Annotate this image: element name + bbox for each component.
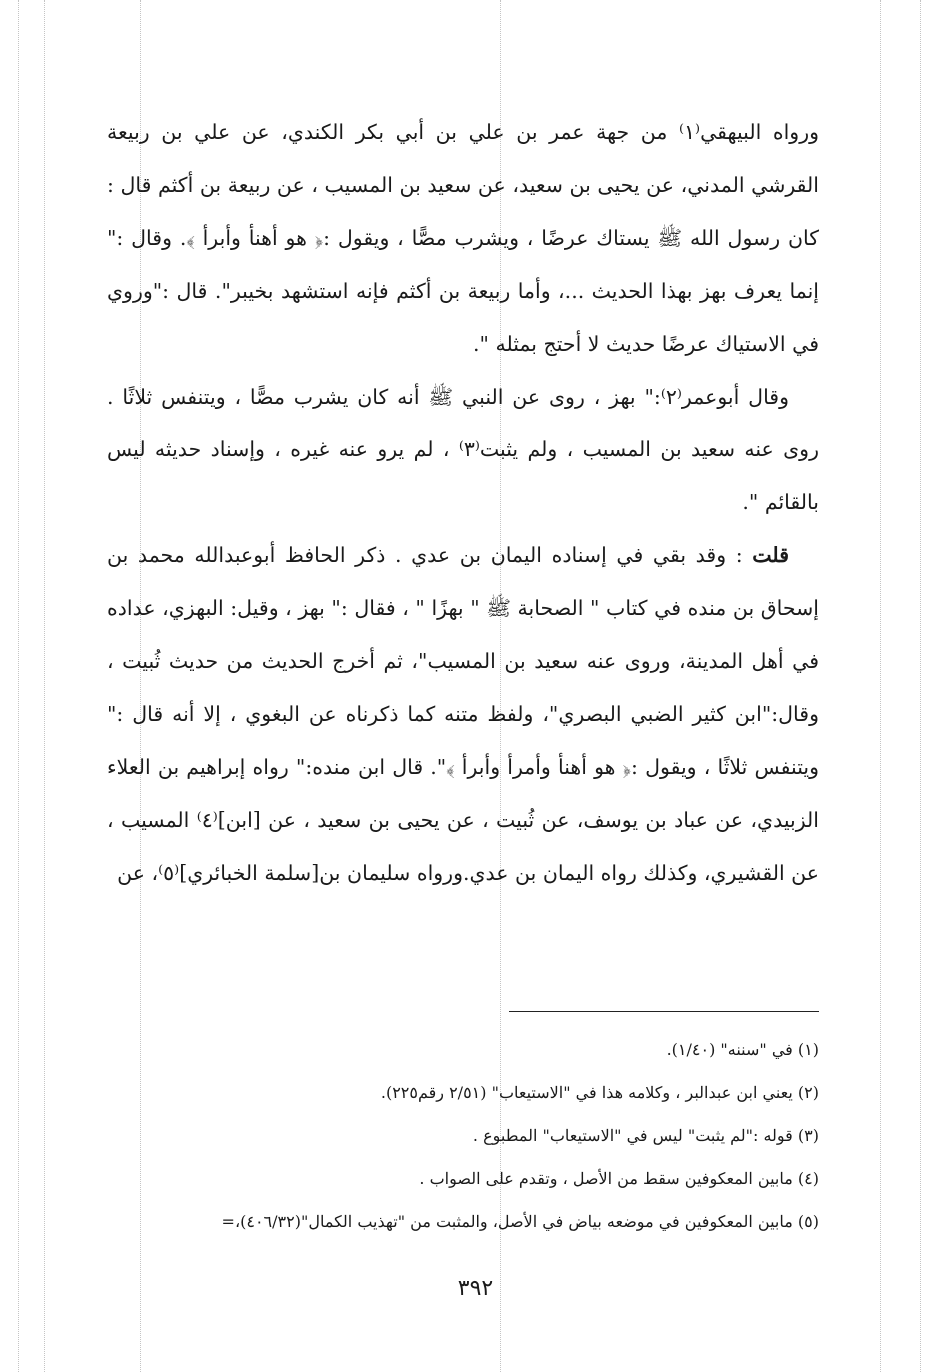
paragraph-3-text: : وقد بقي في إسناده اليمان بن عدي . ذكر الحافظ أبوعبدالله محمد بن إسحاق بن منده في كتاب " الصحابة ﷺ " بهزًا " ، فقال :" بهز ، وقيل: البهزي، عداده في أهل المدينة، وروى عنه سعيد بن المسيب"، ثم أخرج الحديث من حديث ثُبيت ، وقال:"ابن كثير الضبي البصري"، ولفظ متنه كما ذكرناه عن البغوي ، إلا أنه قال :" ويتنفس ثلاثًا ، ويقول :﴿ هو أهنأ وأمرأ وأبرأ ﴾". قال ابن منده:" رواه إبراهيم بن العلاء الزبيدي، عن عباد بن يوسف، عن ثُبيت ، عن يحيى بن سعيد ، عن [ابن]⁽٤⁾ المسيب ، عن القشيري، وكذلك رواه اليمان بن عدي.ورواه سليمان بن[سلمة الخبائري]⁽٥⁾، عن (107, 543, 819, 885)
scan-grid-line (18, 0, 19, 1372)
footnote-2: (٢) يعني ابن عبدالبر ، وكلامه هذا في "الاستيعاب" (٢/٥١ رقم٢٢٥). (380, 1083, 819, 1102)
paragraph-3 (107, 529, 819, 899)
paragraph-1: ورواه البيهقي⁽١⁾ من جهة عمر بن علي بن أبي بكر الكندي، عن علي بن ربيعة القرشي المدني، عن يحيى بن سعيد، عن سعيد بن المسيب ، عن ربيعة بن أكثم قال : كان رسول الله ﷺ يستاك عرضًا ، ويشرب مصًّا ، ويقول :﴿ هو أهنأ وأبرأ ﴾. وقال :" إنما يعرف بهز بهذا الحديث ...، وأما ربيعة بن أكثم فإنه استشهد بخيبر". قال :"وروي في الاستياك عرضًا حديث لا أحتج بمثله ". (107, 120, 819, 356)
footnote-1: (١) في "سننه" (١/٤٠). (666, 1040, 819, 1059)
footnote-5: (٥) مابين المعكوفين في موضعه بياض في الأصل، والمثبت من "تهذيب الكمال"(٤٠٦/٣٢)،= (221, 1212, 819, 1231)
paragraph-2: وقال أبوعمر⁽٢⁾:" بهز ، روى عن النبي ﷺ أنه كان يشرب مصًّا ، ويتنفس ثلاثًا . روى عنه سعيد بن المسيب ، ولم يثبت⁽٣⁾ ، لم يرو عنه غيره ، وإسناد حديثه ليس بالقائم ". (107, 384, 819, 515)
page-number: ٣٩٢ (457, 1276, 494, 1301)
main-text (107, 106, 819, 900)
footnote-separator (509, 1011, 819, 1012)
footnote-4: (٤) مابين المعكوفين سقط من الأصل ، وتقدم على الصواب . (419, 1169, 819, 1188)
footnote-3: (٣) قوله :"لم يثبت" ليس في "الاستيعاب" المطبوع . (472, 1126, 819, 1145)
scan-grid-line (44, 0, 45, 1372)
scan-grid-line (920, 0, 921, 1372)
scan-grid-line (880, 0, 881, 1372)
qultu-lead-word: قلت (752, 543, 789, 568)
footnotes (107, 1028, 819, 1243)
